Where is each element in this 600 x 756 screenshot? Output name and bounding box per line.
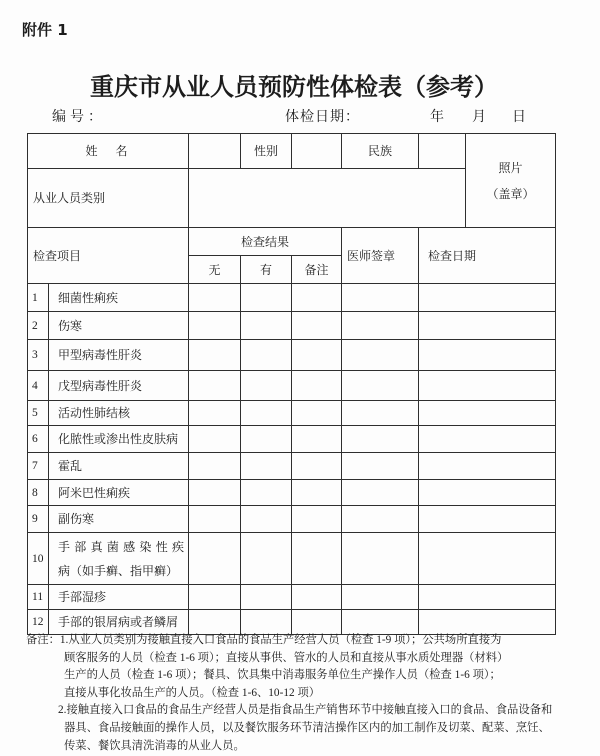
item-number: 7 — [28, 453, 48, 479]
item-label: 伤寒 — [49, 312, 188, 339]
result-present-cell — [241, 340, 291, 370]
item-number: 10 — [28, 533, 48, 584]
result-remark-cell — [292, 480, 341, 505]
item-label: 阿米巴性痢疾 — [49, 480, 188, 505]
item-label-line: 病（如手癣、指甲癣） — [58, 563, 179, 578]
physician-sign-cell — [342, 506, 418, 532]
result-remark-cell — [292, 533, 341, 584]
result-present-header: 有 — [241, 256, 291, 283]
item-number: 3 — [28, 340, 48, 370]
result-remark-cell — [292, 312, 341, 339]
item-label: 活动性肺结核 — [49, 401, 188, 425]
result-none-cell — [189, 610, 240, 634]
result-present-cell — [241, 585, 291, 609]
item-label: 手部的银屑病或者鳞屑 — [49, 610, 188, 634]
exam-form-table — [27, 133, 556, 635]
item-number: 4 — [28, 371, 48, 400]
seal-label: （盖章） — [486, 186, 535, 201]
item-label: 戊型病毒性肝炎 — [49, 371, 188, 400]
item-number: 11 — [28, 585, 48, 609]
result-present-cell — [241, 506, 291, 532]
result-present-cell — [241, 610, 291, 634]
item-label: 霍乱 — [49, 453, 188, 479]
result-present-cell — [241, 426, 291, 452]
exam-date-cell — [419, 453, 555, 479]
exam-date-cell — [419, 506, 555, 532]
result-present-cell — [241, 533, 291, 584]
exam-date-cell — [419, 340, 555, 370]
result-remark-cell — [292, 284, 341, 311]
gender-label-cell: 性别 — [241, 134, 291, 168]
year-label: 年 — [430, 110, 444, 125]
result-present-cell — [241, 371, 291, 400]
category-label-cell: 从业人员类别 — [28, 169, 188, 227]
exam-date-cell — [419, 284, 555, 311]
exam-date-cell — [419, 480, 555, 505]
item-number: 12 — [28, 610, 48, 634]
physician-sign-cell — [342, 610, 418, 634]
physician-sign-cell — [342, 340, 418, 370]
item-number: 5 — [28, 401, 48, 425]
result-remark-cell — [292, 340, 341, 370]
result-remark-cell — [292, 371, 341, 400]
item-label: 细菌性痢疾 — [49, 284, 188, 311]
name-label-cell: 姓 名 — [28, 134, 188, 168]
remark-line: 备注：1.从业人员类别为接触直接入口食品的食品生产经营人员（检查 1-9 项）；公共场所直接为 — [26, 634, 502, 646]
month-label: 月 — [472, 110, 486, 125]
day-label: 日 — [512, 110, 526, 125]
name-value-cell — [189, 134, 240, 168]
item-number: 1 — [28, 284, 48, 311]
result-none-cell — [189, 533, 240, 584]
category-value-cell — [189, 169, 465, 227]
physician-sign-cell — [342, 533, 418, 584]
item-number: 9 — [28, 506, 48, 532]
remark-line: 顾客服务的人员（检查 1-6 项）；直接从事供、管水的人员和直接从事水质处理器（材料） — [64, 651, 509, 664]
item-number: 6 — [28, 426, 48, 452]
photo-cell — [466, 134, 555, 227]
exam-date-header-cell: 检查日期 — [419, 228, 555, 283]
result-none-cell — [189, 480, 240, 505]
remark-line: 器具、食品接触面的操作人员，以及餐饮服务环节清洁操作区内的加工制作及切菜、配菜、烹饪、 — [64, 721, 550, 734]
result-present-cell — [241, 284, 291, 311]
result-none-cell — [189, 401, 240, 425]
exam-date-cell — [419, 426, 555, 452]
result-none-cell — [189, 506, 240, 532]
result-remark-cell — [292, 401, 341, 425]
result-present-cell — [241, 401, 291, 425]
physician-sign-cell — [342, 585, 418, 609]
item-header-cell: 检查项目 — [28, 228, 188, 283]
physician-sign-header-cell: 医师签章 — [342, 228, 418, 283]
result-remark-cell — [292, 506, 341, 532]
physician-sign-cell — [342, 426, 418, 452]
item-label: 副伤寒 — [49, 506, 188, 532]
remark-line: 传菜、餐饮具清洗消毒的从业人员。 — [64, 739, 245, 752]
number-label: 编号： — [52, 110, 106, 125]
result-none-cell — [189, 453, 240, 479]
remark-line: 生产的人员（检查 1-6 项）；餐具、饮具集中消毒服务单位生产操作人员（检查 1-6 项）； — [64, 669, 501, 682]
exam-date-label: 体检日期： — [285, 110, 360, 125]
result-remark-cell — [292, 453, 341, 479]
gender-value-cell — [292, 134, 341, 168]
physician-sign-cell — [342, 480, 418, 505]
result-remark-header: 备注 — [292, 256, 341, 283]
item-label-line: 手部真菌感染性疾 — [58, 539, 184, 554]
result-none-cell — [189, 426, 240, 452]
exam-date-cell — [419, 401, 555, 425]
photo-label: 照片 — [498, 160, 523, 175]
result-present-cell — [241, 453, 291, 479]
result-none-cell — [189, 340, 240, 370]
physician-sign-cell — [342, 371, 418, 400]
exam-date-cell — [419, 610, 555, 634]
result-none-cell — [189, 585, 240, 609]
item-label — [49, 533, 188, 584]
physician-sign-cell — [342, 453, 418, 479]
page-title: 重庆市从业人员预防性体检表（参考） — [90, 75, 498, 101]
result-present-cell — [241, 480, 291, 505]
exam-date-cell — [419, 312, 555, 339]
result-remark-cell — [292, 426, 341, 452]
result-remark-cell — [292, 610, 341, 634]
exam-date-cell — [419, 371, 555, 400]
result-header-cell: 检查结果 — [189, 228, 341, 255]
physician-sign-cell — [342, 284, 418, 311]
exam-date-cell — [419, 585, 555, 609]
physician-sign-cell — [342, 312, 418, 339]
result-none-cell — [189, 312, 240, 339]
result-remark-cell — [292, 585, 341, 609]
ethnicity-value-cell — [419, 134, 465, 168]
ethnicity-label-cell: 民族 — [342, 134, 418, 168]
result-present-cell — [241, 312, 291, 339]
item-label: 化脓性或渗出性皮肤病 — [49, 426, 188, 452]
exam-date-cell — [419, 533, 555, 584]
remark-line: 2.接触直接入口食品的食品生产经营人员是指食品生产销售环节中接触直接入口的食品、食品设备和 — [58, 704, 553, 717]
result-none-header: 无 — [189, 256, 240, 283]
item-number: 2 — [28, 312, 48, 339]
item-number: 8 — [28, 480, 48, 505]
physician-sign-cell — [342, 401, 418, 425]
item-label: 手部湿疹 — [49, 585, 188, 609]
remark-line: 直接从事化妆品生产的人员。（检查 1-6、10-12 项） — [64, 686, 321, 699]
item-label: 甲型病毒性肝炎 — [49, 340, 188, 370]
result-none-cell — [189, 371, 240, 400]
result-none-cell — [189, 284, 240, 311]
attachment-label: 附件 1 — [22, 21, 68, 39]
remarks — [0, 632, 600, 755]
